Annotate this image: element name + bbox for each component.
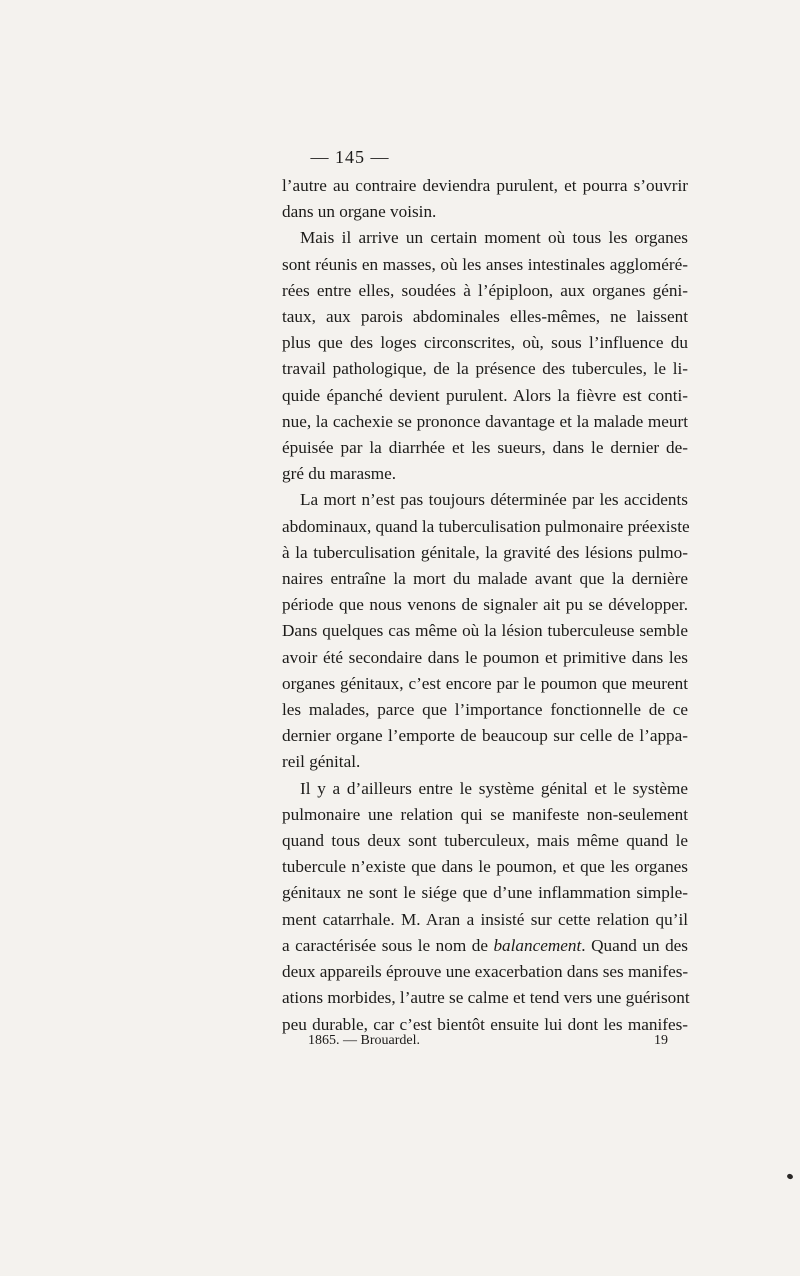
text-line: dernier organe l’emporte de beaucoup sur celle de l’appa- [282, 726, 688, 746]
text-line: plus que des loges circonscrites, où, sous l’influence du [282, 333, 688, 353]
text-line: l’autre au contraire deviendra purulent, et pourra s’ouvrir [282, 176, 688, 195]
text-line: reil génital. [282, 752, 361, 772]
signature-mark: 19 [654, 1033, 668, 1048]
text-line: travail pathologique, de la présence des tubercules, le li- [282, 359, 688, 379]
text-line: période que nous venons de signaler ait pu se développer. [282, 595, 688, 615]
footer-signature: 1865. — Brouardel. [308, 1033, 420, 1048]
text-line: Dans quelques cas même où la lésion tuberculeuse semble [282, 621, 688, 641]
text-line: nue, la cachexie se prononce davantage et la malade meurt [282, 411, 688, 431]
emphasized-term: balancement [493, 935, 582, 955]
text-line: naires entraîne la mort du malade avant que la dernière [282, 569, 688, 589]
text-line: taux, aux parois abdominales elles-mêmes, ne laissent [282, 307, 688, 327]
text-line: quand tous deux sont tuberculeux, mais même quand le [282, 831, 688, 851]
text-line: gré du marasme. [282, 464, 397, 484]
text-line: épuisée par la diarrhée et les sueurs, dans le dernier de- [282, 438, 688, 458]
text-line: avoir été secondaire dans le poumon et primitive dans les [282, 647, 688, 667]
text-line: abdominaux, quand la tuberculisation pulmonaire préexiste [282, 516, 690, 536]
text-line: génitaux ne sont le siége que d’une inflammation simple- [282, 883, 688, 903]
ink-speck [786, 1173, 794, 1180]
body-text [282, 173, 688, 1038]
text-line: La mort n’est pas toujours déterminée par les accidents [300, 490, 688, 510]
text-line: peu durable, car c’est bientôt ensuite lui dont les manifes- [282, 1014, 688, 1034]
text-line: deux appareils éprouve une exacerbation dans ses manifes- [282, 962, 689, 982]
text-line: tubercule n’existe que dans le poumon, et que les organes [282, 857, 688, 877]
text-line: ations morbides, l’autre se calme et tend vers une guérisont [282, 988, 690, 1008]
text-line: Mais il arrive un certain moment où tous les organes [300, 228, 688, 248]
text-line: rées entre elles, soudées à l’épiploon, aux organes géni- [282, 280, 688, 300]
text-run: a caractérisée sous le nom de [282, 935, 494, 955]
text-line: dans un organe voisin. [282, 202, 437, 222]
text-line-with-emphasis [282, 933, 688, 959]
text-line: ment catarrhale. M. Aran a insisté sur cette relation qu’il [282, 909, 688, 929]
text-line: quide épanché devient purulent. Alors la fièvre est conti- [282, 385, 688, 405]
text-line: les malades, parce que l’importance fonctionnelle de ce [282, 700, 688, 720]
text-line: pulmonaire une relation qui se manifeste non-seulement [282, 804, 688, 824]
text-run: . Quand un des [581, 935, 688, 955]
text-line: organes génitaux, c’est encore par le poumon que meurent [282, 673, 688, 693]
page-number: — 145 — [310, 147, 390, 167]
text-line: sont réunis en masses, où les anses intestinales aggloméré- [282, 254, 688, 274]
text-line: Il y a d’ailleurs entre le système génital et le système [300, 778, 688, 798]
text-line: à la tuberculisation génitale, la gravité des lésions pulmo- [282, 542, 688, 562]
page-footer [308, 1033, 668, 1049]
